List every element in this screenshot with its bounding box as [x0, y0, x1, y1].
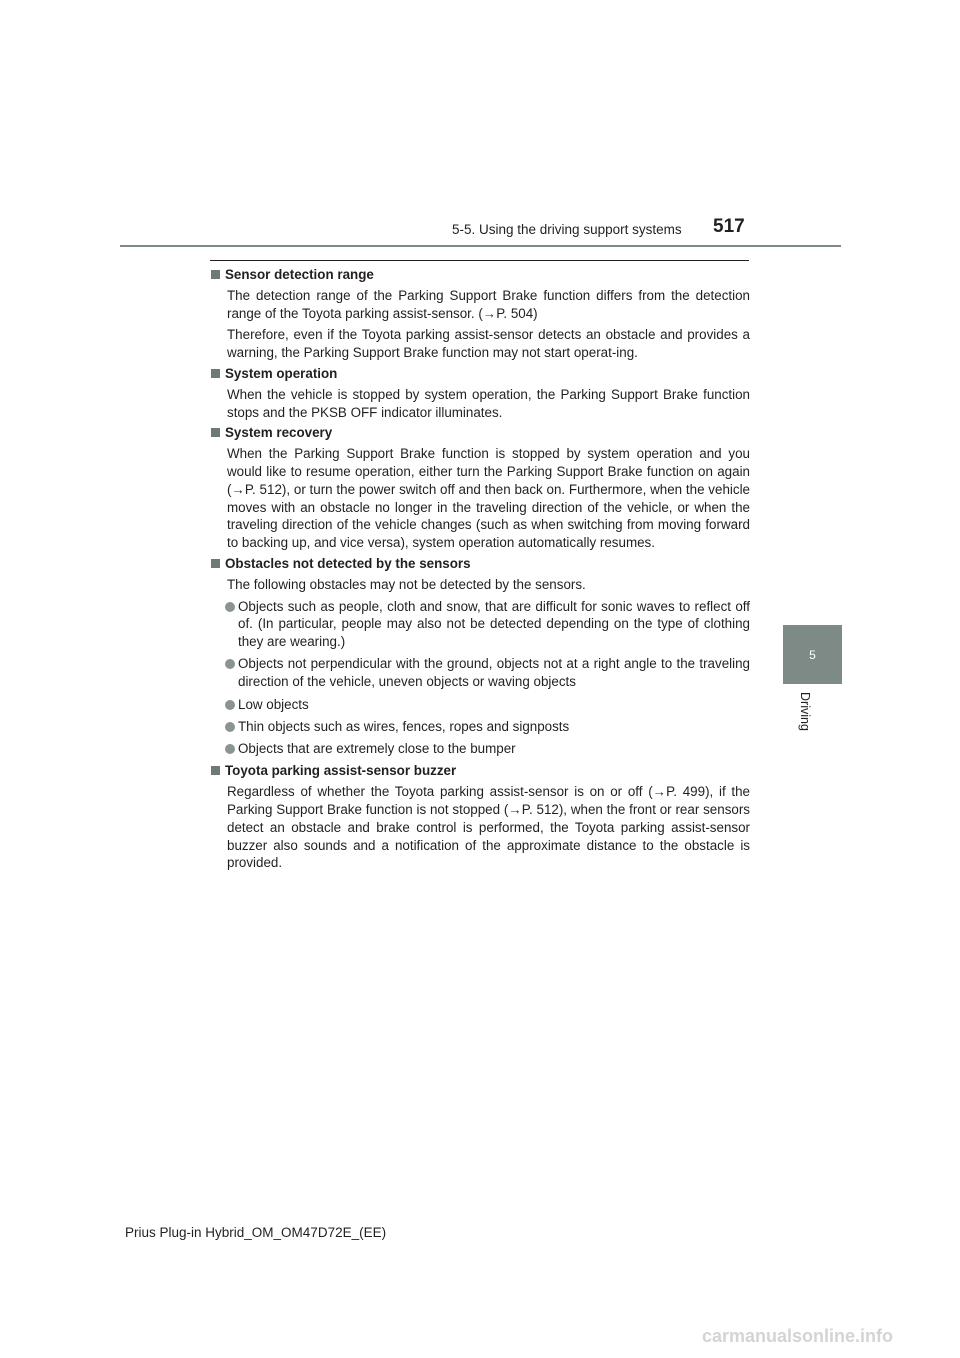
section-assist-sensor-buzzer: [210, 762, 750, 872]
list-item: [210, 718, 750, 736]
paragraph: Therefore, even if the Toyota parking assist-sensor detects an obstacle and provides a warning, the Parking Support Brake function may not start operat-ing.: [227, 327, 750, 361]
circle-bullet-icon: [225, 722, 235, 732]
section-system-recovery: [210, 424, 750, 552]
header-divider: [120, 245, 841, 247]
circle-bullet-icon: [225, 700, 235, 710]
square-bullet-icon: [211, 369, 220, 378]
circle-bullet-icon: [225, 744, 235, 754]
section-heading: [210, 424, 750, 442]
section-heading-text: Toyota parking assist-sensor buzzer: [225, 763, 457, 779]
section-heading-text: System operation: [225, 365, 338, 381]
list-item-text: Objects that are extremely close to the bumper: [238, 741, 516, 757]
chapter-tab-label-box: [783, 684, 842, 769]
paragraph: The following obstacles may not be detected by the sensors.: [227, 576, 586, 592]
list-item-text: Low objects: [238, 696, 309, 712]
list-item: [210, 598, 750, 651]
section-heading-text: Obstacles not detected by the sensors: [225, 555, 471, 571]
list-item-text: Thin objects such as wires, fences, ropes and signposts: [238, 718, 570, 734]
paragraph: The detection range of the Parking Support Brake function differs from the detection range of the Toyota parking assist-sensor. (→P. 504): [227, 287, 750, 321]
list-item-text: Objects such as people, cloth and snow, that are difficult for sonic waves to reflect off of. (In particular, people may also not be detected depending on the type of clothing they are wearing.): [238, 598, 750, 650]
list-item: [210, 696, 750, 714]
main-content: [210, 266, 750, 875]
paragraph: When the vehicle is stopped by system operation, the Parking Support Brake function stops and the PKSB OFF indicator illuminates.: [227, 386, 750, 420]
paragraph: When the Parking Support Brake function is stopped by system operation and you would like to resume operation, either turn the Parking Support Brake function on again (→P. 512), or turn the power switch off and then back on. Furthermore, when the vehicle moves with an obstacle no longer in the traveling direction of the vehicle, or when the traveling direction of the vehicle changes (such as when switching from moving forward to backing up, and vice versa), system operation automatically resumes.: [227, 446, 750, 551]
chapter-tab-label[interactable]: Driving: [798, 692, 812, 731]
chapter-tab-number[interactable]: 5: [783, 625, 842, 684]
section-system-operation: [210, 365, 750, 421]
circle-bullet-icon: [225, 602, 235, 612]
footer-document-id: Prius Plug-in Hybrid_OM_OM47D72E_(EE): [125, 1225, 387, 1240]
section-obstacles-not-detected: [210, 555, 750, 758]
square-bullet-icon: [211, 559, 220, 568]
paragraph: Regardless of whether the Toyota parking assist-sensor is on or off (→P. 499), if the Parking Support Brake function is not stopped (→P. 512), when the front or rear sensors detect an obstacle and brake control is performed, the Toyota parking assist-sensor buzzer also sounds and a notification of the approximate distance to the obstacle is provided.: [227, 784, 750, 871]
section-heading: [210, 365, 750, 383]
content-top-divider: [210, 260, 749, 261]
list-item-text: Objects not perpendicular with the ground, objects not at a right angle to the traveling direction of the vehicle, uneven objects or waving objects: [238, 656, 750, 690]
header-section-title: 5-5. Using the driving support systems: [452, 222, 682, 237]
page-number: 517: [713, 216, 745, 237]
section-sensor-detection-range: [210, 266, 750, 362]
list-item: [210, 740, 750, 758]
section-heading: [210, 555, 750, 573]
list-item: [210, 655, 750, 691]
circle-bullet-icon: [225, 659, 235, 669]
watermark: carmanualsonline.info: [702, 1326, 894, 1346]
section-heading-text: Sensor detection range: [225, 267, 374, 282]
square-bullet-icon: [211, 270, 220, 279]
bullet-list: [210, 598, 750, 758]
section-heading: [210, 266, 750, 284]
section-heading: [210, 762, 750, 780]
square-bullet-icon: [211, 766, 220, 775]
section-heading-text: System recovery: [225, 425, 333, 441]
square-bullet-icon: [211, 428, 220, 437]
